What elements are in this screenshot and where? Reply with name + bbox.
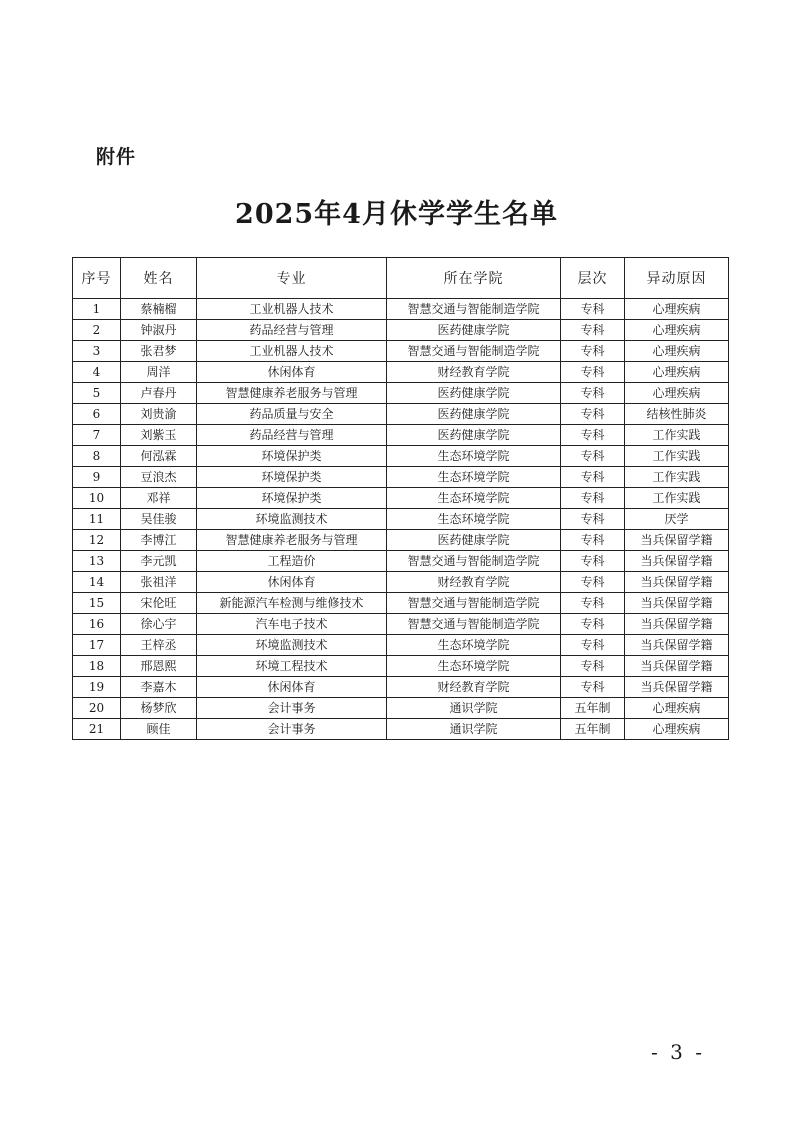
table-header-row xyxy=(73,258,729,299)
cell-name: 周洋 xyxy=(121,362,197,383)
cell-major: 环境保护类 xyxy=(197,446,387,467)
cell-name: 钟淑丹 xyxy=(121,320,197,341)
cell-reason: 工作实践 xyxy=(625,446,729,467)
cell-major: 工程造价 xyxy=(197,551,387,572)
column-header-name: 姓名 xyxy=(121,258,197,299)
cell-college: 财经教育学院 xyxy=(387,362,561,383)
table-row xyxy=(73,635,729,656)
cell-level: 五年制 xyxy=(561,719,625,740)
cell-reason: 当兵保留学籍 xyxy=(625,677,729,698)
cell-college: 智慧交通与智能制造学院 xyxy=(387,593,561,614)
cell-no: 9 xyxy=(73,467,121,488)
column-header-college: 所在学院 xyxy=(387,258,561,299)
cell-level: 专科 xyxy=(561,593,625,614)
table-row xyxy=(73,656,729,677)
cell-college: 生态环境学院 xyxy=(387,467,561,488)
table-row xyxy=(73,299,729,320)
cell-major: 休闲体育 xyxy=(197,677,387,698)
cell-reason: 心理疾病 xyxy=(625,341,729,362)
cell-reason: 心理疾病 xyxy=(625,383,729,404)
cell-reason: 心理疾病 xyxy=(625,320,729,341)
table-row xyxy=(73,467,729,488)
cell-major: 环境保护类 xyxy=(197,467,387,488)
cell-name: 刘贵渝 xyxy=(121,404,197,425)
cell-major: 药品经营与管理 xyxy=(197,320,387,341)
cell-no: 20 xyxy=(73,698,121,719)
cell-college: 智慧交通与智能制造学院 xyxy=(387,551,561,572)
cell-level: 专科 xyxy=(561,551,625,572)
cell-college: 医药健康学院 xyxy=(387,404,561,425)
table-row xyxy=(73,404,729,425)
table-row xyxy=(73,572,729,593)
cell-college: 医药健康学院 xyxy=(387,530,561,551)
table-row xyxy=(73,698,729,719)
cell-no: 7 xyxy=(73,425,121,446)
cell-reason: 当兵保留学籍 xyxy=(625,551,729,572)
cell-college: 医药健康学院 xyxy=(387,383,561,404)
cell-no: 10 xyxy=(73,488,121,509)
cell-reason: 结核性肺炎 xyxy=(625,404,729,425)
cell-no: 18 xyxy=(73,656,121,677)
column-header-no: 序号 xyxy=(73,258,121,299)
cell-name: 邢恩熙 xyxy=(121,656,197,677)
cell-college: 生态环境学院 xyxy=(387,446,561,467)
cell-no: 3 xyxy=(73,341,121,362)
cell-name: 吴佳骏 xyxy=(121,509,197,530)
cell-reason: 工作实践 xyxy=(625,467,729,488)
cell-level: 专科 xyxy=(561,488,625,509)
cell-reason: 心理疾病 xyxy=(625,299,729,320)
cell-no: 12 xyxy=(73,530,121,551)
cell-major: 会计事务 xyxy=(197,698,387,719)
table-row xyxy=(73,530,729,551)
table-body xyxy=(73,299,729,740)
table-row xyxy=(73,488,729,509)
table-row xyxy=(73,383,729,404)
cell-major: 环境保护类 xyxy=(197,488,387,509)
cell-no: 6 xyxy=(73,404,121,425)
cell-college: 智慧交通与智能制造学院 xyxy=(387,299,561,320)
cell-major: 智慧健康养老服务与管理 xyxy=(197,530,387,551)
cell-no: 8 xyxy=(73,446,121,467)
cell-level: 专科 xyxy=(561,341,625,362)
cell-college: 财经教育学院 xyxy=(387,572,561,593)
cell-reason: 当兵保留学籍 xyxy=(625,572,729,593)
cell-major: 工业机器人技术 xyxy=(197,299,387,320)
cell-level: 五年制 xyxy=(561,698,625,719)
cell-college: 医药健康学院 xyxy=(387,425,561,446)
table-row xyxy=(73,677,729,698)
cell-major: 新能源汽车检测与维修技术 xyxy=(197,593,387,614)
column-header-level: 层次 xyxy=(561,258,625,299)
cell-major: 汽车电子技术 xyxy=(197,614,387,635)
cell-no: 1 xyxy=(73,299,121,320)
cell-name: 王梓丞 xyxy=(121,635,197,656)
cell-college: 生态环境学院 xyxy=(387,509,561,530)
cell-level: 专科 xyxy=(561,404,625,425)
cell-level: 专科 xyxy=(561,572,625,593)
cell-name: 杨梦欣 xyxy=(121,698,197,719)
cell-reason: 工作实践 xyxy=(625,425,729,446)
cell-college: 智慧交通与智能制造学院 xyxy=(387,614,561,635)
cell-name: 刘紫玉 xyxy=(121,425,197,446)
cell-reason: 当兵保留学籍 xyxy=(625,635,729,656)
cell-reason: 心理疾病 xyxy=(625,719,729,740)
cell-no: 15 xyxy=(73,593,121,614)
cell-no: 13 xyxy=(73,551,121,572)
cell-reason: 当兵保留学籍 xyxy=(625,656,729,677)
cell-level: 专科 xyxy=(561,446,625,467)
cell-major: 智慧健康养老服务与管理 xyxy=(197,383,387,404)
table-row xyxy=(73,719,729,740)
cell-no: 2 xyxy=(73,320,121,341)
cell-reason: 当兵保留学籍 xyxy=(625,614,729,635)
cell-college: 通识学院 xyxy=(387,698,561,719)
cell-reason: 当兵保留学籍 xyxy=(625,530,729,551)
cell-level: 专科 xyxy=(561,383,625,404)
cell-name: 豆浪杰 xyxy=(121,467,197,488)
table-row xyxy=(73,509,729,530)
cell-reason: 工作实践 xyxy=(625,488,729,509)
cell-reason: 心理疾病 xyxy=(625,698,729,719)
cell-major: 工业机器人技术 xyxy=(197,341,387,362)
cell-no: 17 xyxy=(73,635,121,656)
table-row xyxy=(73,446,729,467)
table-header xyxy=(73,258,729,299)
cell-no: 16 xyxy=(73,614,121,635)
cell-college: 生态环境学院 xyxy=(387,635,561,656)
cell-no: 14 xyxy=(73,572,121,593)
cell-name: 徐心宇 xyxy=(121,614,197,635)
page-title: 2025年4月休学学生名单 xyxy=(235,199,558,230)
cell-reason: 当兵保留学籍 xyxy=(625,593,729,614)
cell-major: 休闲体育 xyxy=(197,362,387,383)
cell-level: 专科 xyxy=(561,362,625,383)
page-number: - 3 - xyxy=(651,1040,705,1064)
cell-level: 专科 xyxy=(561,320,625,341)
cell-name: 卢春丹 xyxy=(121,383,197,404)
cell-no: 19 xyxy=(73,677,121,698)
cell-major: 药品质量与安全 xyxy=(197,404,387,425)
cell-no: 21 xyxy=(73,719,121,740)
cell-level: 专科 xyxy=(561,425,625,446)
table-row xyxy=(73,320,729,341)
cell-major: 会计事务 xyxy=(197,719,387,740)
cell-name: 张君梦 xyxy=(121,341,197,362)
table-row xyxy=(73,362,729,383)
cell-college: 财经教育学院 xyxy=(387,677,561,698)
cell-college: 生态环境学院 xyxy=(387,656,561,677)
column-header-reason: 异动原因 xyxy=(625,258,729,299)
cell-name: 李博江 xyxy=(121,530,197,551)
column-header-major: 专业 xyxy=(197,258,387,299)
cell-college: 生态环境学院 xyxy=(387,488,561,509)
cell-no: 4 xyxy=(73,362,121,383)
cell-level: 专科 xyxy=(561,656,625,677)
cell-level: 专科 xyxy=(561,299,625,320)
table-row xyxy=(73,593,729,614)
cell-name: 张祖洋 xyxy=(121,572,197,593)
cell-name: 顾佳 xyxy=(121,719,197,740)
cell-major: 环境监测技术 xyxy=(197,635,387,656)
cell-college: 智慧交通与智能制造学院 xyxy=(387,341,561,362)
table-row xyxy=(73,551,729,572)
cell-name: 李嘉木 xyxy=(121,677,197,698)
cell-name: 邓祥 xyxy=(121,488,197,509)
cell-level: 专科 xyxy=(561,530,625,551)
cell-level: 专科 xyxy=(561,614,625,635)
cell-college: 通识学院 xyxy=(387,719,561,740)
table-row xyxy=(73,341,729,362)
cell-name: 李元凯 xyxy=(121,551,197,572)
student-table xyxy=(72,257,729,740)
cell-college: 医药健康学院 xyxy=(387,320,561,341)
cell-major: 休闲体育 xyxy=(197,572,387,593)
cell-level: 专科 xyxy=(561,467,625,488)
table-row xyxy=(73,614,729,635)
cell-no: 11 xyxy=(73,509,121,530)
table-row xyxy=(73,425,729,446)
cell-name: 蔡楠榴 xyxy=(121,299,197,320)
cell-major: 药品经营与管理 xyxy=(197,425,387,446)
cell-level: 专科 xyxy=(561,677,625,698)
cell-level: 专科 xyxy=(561,509,625,530)
cell-name: 宋伦旺 xyxy=(121,593,197,614)
cell-no: 5 xyxy=(73,383,121,404)
cell-reason: 厌学 xyxy=(625,509,729,530)
attachment-label: 附件 xyxy=(96,146,137,168)
cell-major: 环境监测技术 xyxy=(197,509,387,530)
cell-major: 环境工程技术 xyxy=(197,656,387,677)
cell-name: 何泓霖 xyxy=(121,446,197,467)
cell-reason: 心理疾病 xyxy=(625,362,729,383)
cell-level: 专科 xyxy=(561,635,625,656)
